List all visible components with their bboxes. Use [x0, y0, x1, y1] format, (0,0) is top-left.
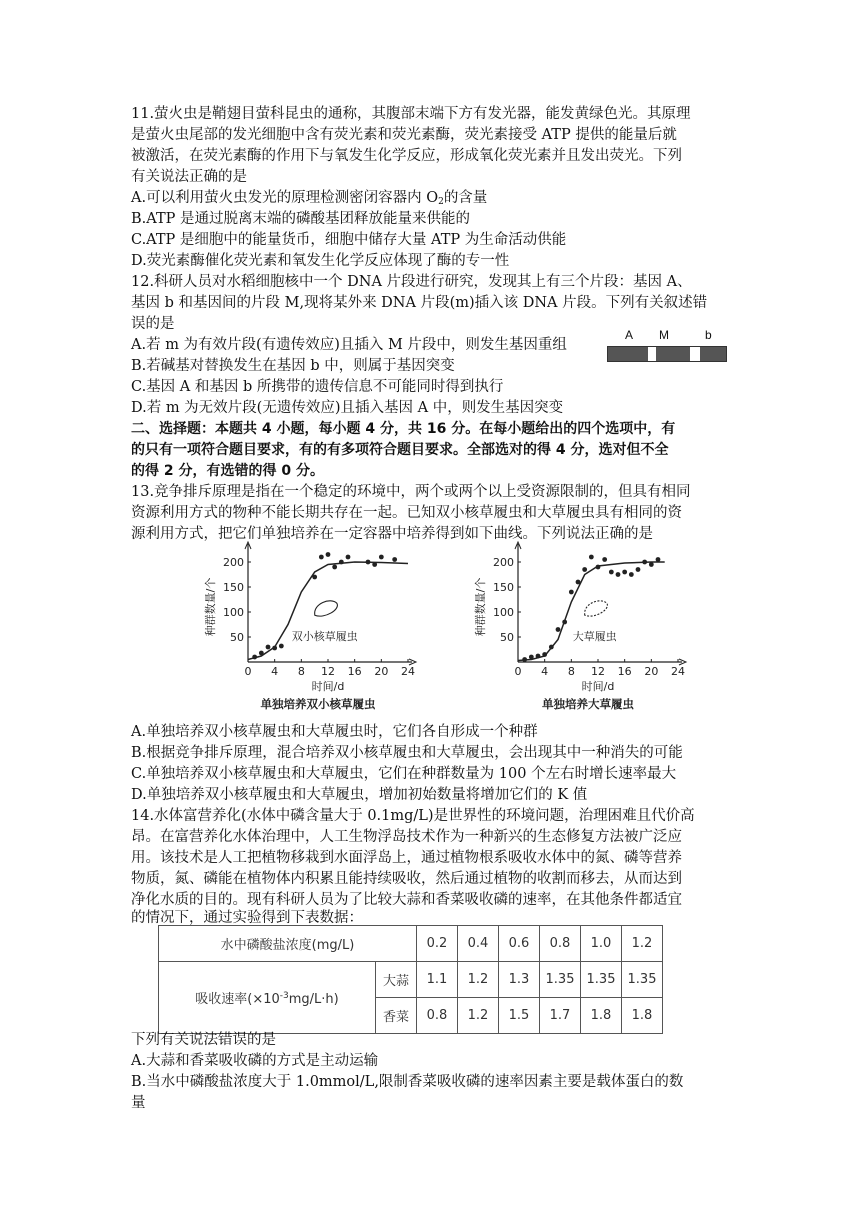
chart-0-svg — [200, 538, 430, 713]
growth-curve — [248, 562, 408, 660]
y-tick-label: 50 — [500, 631, 514, 644]
y-tick-label: 200 — [493, 556, 514, 569]
q11-option-c: C.ATP 是细胞中的能量货币，细胞中储存大量 ATP 为生命活动供能 — [131, 232, 567, 248]
q14-stem-line-1: 14.水体富营养化(水体中磷含量大于 0.1mg/L)是世界性的环境问题，治理困难且代价高 — [131, 808, 695, 824]
table-row — [159, 926, 663, 962]
x-tick-label: 16 — [617, 665, 632, 678]
q13-stem-line-1: 13.竞争排斥原理是指在一个稳定的环境中，两个或两个以上受资源限制的，但具有相同 — [131, 484, 691, 500]
y-axis-label: 种群数量/个 — [474, 577, 487, 637]
x-tick-label: 20 — [644, 665, 659, 678]
data-point — [332, 565, 337, 570]
y-tick-label: 150 — [223, 581, 244, 594]
table-cell: 0.6 — [499, 926, 540, 962]
data-point — [259, 651, 264, 656]
data-point — [279, 644, 284, 649]
data-point — [569, 590, 574, 595]
data-point — [312, 575, 317, 580]
gene-b-segment — [700, 347, 726, 361]
section-2-heading-line-2: 的只有一项符合题目要求，有的有多项符合题目要求。全部选对的得 4 分，选对但不全 — [131, 442, 669, 458]
section-2-heading-line-3: 的得 2 分，有选错的得 0 分。 — [131, 463, 324, 479]
gap-segment — [648, 347, 656, 361]
table-cell: 1.8 — [622, 998, 663, 1034]
row-label-garlic: 大蒜 — [376, 962, 417, 998]
table-cell: 0.2 — [417, 926, 458, 962]
q12-stem-line-3: 误的是 — [131, 316, 175, 332]
table-cell: 1.35 — [622, 962, 663, 998]
table-cell: 0.8 — [540, 926, 581, 962]
q14-option-b-line-2: 量 — [131, 1095, 146, 1111]
data-point — [629, 572, 634, 577]
data-point — [596, 565, 601, 570]
x-tick-label: 4 — [541, 665, 549, 678]
chart-1-svg — [470, 538, 700, 713]
table-cell: 1.0 — [581, 926, 622, 962]
data-point — [372, 562, 377, 567]
concentration-header: 水中磷酸盐浓度(mg/L) — [159, 926, 417, 962]
q13-stem-line-3: 源利用方式，把它们单独培养在一定容器中培养得到如下曲线。下列说法正确的是 — [131, 526, 653, 542]
phosphate-absorption-table — [158, 925, 663, 1034]
table-cell: 1.2 — [622, 926, 663, 962]
gap-segment — [690, 347, 700, 361]
data-point — [346, 555, 351, 560]
species-label: 双小核草履虫 — [291, 630, 358, 643]
q12-option-a: A.若 m 为有效片段(有遗传效应)且插入 M 片段中，则发生基因重组 — [131, 337, 567, 353]
q12-option-d: D.若 m 为无效片段(无遗传效应)且插入基因 A 中，则发生基因突变 — [131, 400, 564, 416]
data-point — [589, 555, 594, 560]
data-point — [576, 580, 581, 585]
dna-segment-diagram — [607, 328, 727, 368]
table-cell: 1.35 — [540, 962, 581, 998]
table-cell: 1.3 — [499, 962, 540, 998]
data-point — [326, 552, 331, 557]
data-point — [319, 555, 324, 560]
q14-question: 下列有关说法错误的是 — [131, 1032, 276, 1048]
q12-option-c: C.基因 A 和基因 b 所携带的遗传信息不可能同时得到执行 — [131, 379, 504, 395]
data-point — [392, 557, 397, 562]
q11-stem-line-4: 有关说法正确的是 — [131, 169, 247, 185]
table-cell: 1.7 — [540, 998, 581, 1034]
x-tick-label: 12 — [591, 665, 605, 678]
x-tick-label: 0 — [244, 665, 252, 678]
dna-strip — [607, 346, 727, 362]
q11-option-a: A.可以利用萤火虫发光的原理检测密闭容器内 $O_2$的含量 — [131, 190, 488, 207]
gene-b-label: b — [705, 328, 712, 342]
q14-option-a: A.大蒜和香菜吸收磷的方式是主动运输 — [131, 1053, 379, 1069]
data-point — [582, 567, 587, 572]
y-tick-label: 150 — [493, 581, 514, 594]
data-point — [642, 560, 647, 565]
q12-stem-line-2: 基因 b 和基因间的片段 M,现将某外来 DNA 片段(m)插入该 DNA 片段。下列有关叙述错 — [131, 295, 708, 311]
y-tick-label: 100 — [493, 606, 514, 619]
table-row — [159, 962, 663, 998]
x-axis-label: 时间/d — [311, 680, 345, 693]
data-point — [656, 557, 661, 562]
y-tick-label: 50 — [230, 631, 244, 644]
q14-stem-line-6: 的情况下，通过实验得到下表数据： — [131, 910, 363, 926]
data-point — [339, 560, 344, 565]
data-point — [602, 557, 607, 562]
q11-option-b: B.ATP 是通过脱离末端的磷酸基团释放能量来供能的 — [131, 211, 470, 227]
x-tick-label: 0 — [514, 665, 522, 678]
data-point — [622, 570, 627, 575]
row-label-coriander: 香菜 — [376, 998, 417, 1034]
x-tick-label: 16 — [347, 665, 362, 678]
data-point — [649, 562, 654, 567]
data-point — [636, 567, 641, 572]
segment-m — [656, 347, 690, 361]
q13-option-d: D.单独培养双小核草履虫和大草履虫，增加初始数量将增加它们的 K 值 — [131, 787, 588, 803]
data-point — [609, 570, 614, 575]
data-point — [272, 646, 277, 651]
gene-a-label: A — [625, 328, 634, 342]
paramecium-icon — [585, 601, 608, 616]
table-cell: 0.8 — [417, 998, 458, 1034]
data-point — [266, 645, 271, 650]
y-tick-label: 200 — [223, 556, 244, 569]
data-point — [616, 572, 621, 577]
data-point — [522, 657, 527, 662]
q13-option-b: B.根据竞争排斥原理，混合培养双小核草履虫和大草履虫，会出现其中一种消失的可能 — [131, 745, 683, 761]
q12-stem-line-1: 12.科研人员对水稻细胞核中一个 DNA 片段进行研究，发现其上有三个片段：基因 A、 — [131, 274, 692, 290]
q13-option-c: C.单独培养双小核草履虫和大草履虫，它们在种群数量为 100 个左右时增长速率最大 — [131, 766, 677, 782]
data-point — [549, 645, 554, 650]
absorption-rate-header: 吸收速率$(\times 10^{-3}mg/L\cdot h)$ — [159, 962, 376, 1034]
q11-option-d: D.荧光素酶催化荧光素和氧发生化学反应体现了酶的专一性 — [131, 253, 510, 269]
table-cell: 1.5 — [499, 998, 540, 1034]
x-axis-label: 时间/d — [581, 680, 615, 693]
segment-m-label: M — [659, 328, 669, 342]
table-cell: 1.1 — [417, 962, 458, 998]
data-point — [366, 560, 371, 565]
q11-stem-line-3: 被激活，在荧光素酶的作用下与氧发生化学反应，形成氧化荧光素并且发出荧光。下列 — [131, 148, 682, 164]
q14-stem-line-5: 净化水质的目的。现有科研人员为了比较大蒜和香菜吸收磷的速率，在其他条件都适宜 — [131, 892, 682, 908]
x-tick-label: 24 — [401, 665, 415, 678]
data-point — [529, 655, 534, 660]
x-tick-label: 4 — [271, 665, 279, 678]
q14-stem-line-4: 物质，氮、磷能在植物体内积累且能持续吸收，然后通过植物的收割而移去，从而达到 — [131, 871, 682, 887]
q14-stem-line-3: 用。该技术是人工把植物移栽到水面浮岛上，通过植物根系吸收水体中的氮、磷等营养 — [131, 850, 682, 866]
q11-stem-line-2: 是萤火虫尾部的发光细胞中含有荧光素和荧光素酶，荧光素接受 ATP 提供的能量后就 — [131, 127, 677, 143]
table-cell: 1.2 — [458, 998, 499, 1034]
x-tick-label: 8 — [297, 665, 305, 678]
x-tick-label: 24 — [671, 665, 685, 678]
chart-paramecium-aurelia — [200, 538, 430, 717]
x-tick-label: 12 — [321, 665, 335, 678]
gene-a-segment — [608, 347, 648, 361]
q11-stem-line-1: 11.萤火虫是鞘翅目萤科昆虫的通称，其腹部末端下方有发光器，能发黄绿色光。其原理 — [131, 106, 691, 122]
q14-option-b-line-1: B.当水中磷酸盐浓度大于 1.0mmol/L,限制香菜吸收磷的速率因素主要是载体蛋白的数 — [131, 1074, 684, 1090]
y-tick-label: 100 — [223, 606, 244, 619]
table-cell: 1.8 — [581, 998, 622, 1034]
data-point — [252, 655, 257, 660]
table-cell: 1.2 — [458, 962, 499, 998]
table-cell: 1.35 — [581, 962, 622, 998]
paramecium-icon — [315, 601, 338, 616]
chart-title: 单独培养双小核草履虫 — [260, 697, 376, 711]
q13-option-a: A.单独培养双小核草履虫和大草履虫时，它们各自形成一个种群 — [131, 724, 538, 740]
q12-option-b: B.若碱基对替换发生在基因 b 中，则属于基因突变 — [131, 358, 455, 374]
table-cell: 0.4 — [458, 926, 499, 962]
q13-stem-line-2: 资源利用方式的物种不能长期共存在一起。已知双小核草履虫和大草履虫具有相同的资 — [131, 505, 682, 521]
section-2-heading-line-1: 二、选择题：本题共 4 小题，每小题 4 分，共 16 分。在每小题给出的四个选项中，有 — [131, 421, 676, 437]
data-point — [562, 620, 567, 625]
q14-stem-line-2: 昂。在富营养化水体治理中，人工生物浮岛技术作为一种新兴的生态修复方法被广泛应 — [131, 829, 682, 845]
y-axis-label: 种群数量/个 — [204, 577, 217, 637]
x-tick-label: 20 — [374, 665, 389, 678]
x-tick-label: 8 — [567, 665, 575, 678]
species-label: 大草履虫 — [572, 630, 617, 643]
data-point — [542, 652, 547, 657]
growth-curve — [518, 562, 665, 661]
data-point — [536, 654, 541, 659]
data-point — [556, 627, 561, 632]
chart-paramecium-caudatum — [470, 538, 700, 717]
chart-title: 单独培养大草履虫 — [542, 697, 634, 711]
data-point — [379, 555, 384, 560]
